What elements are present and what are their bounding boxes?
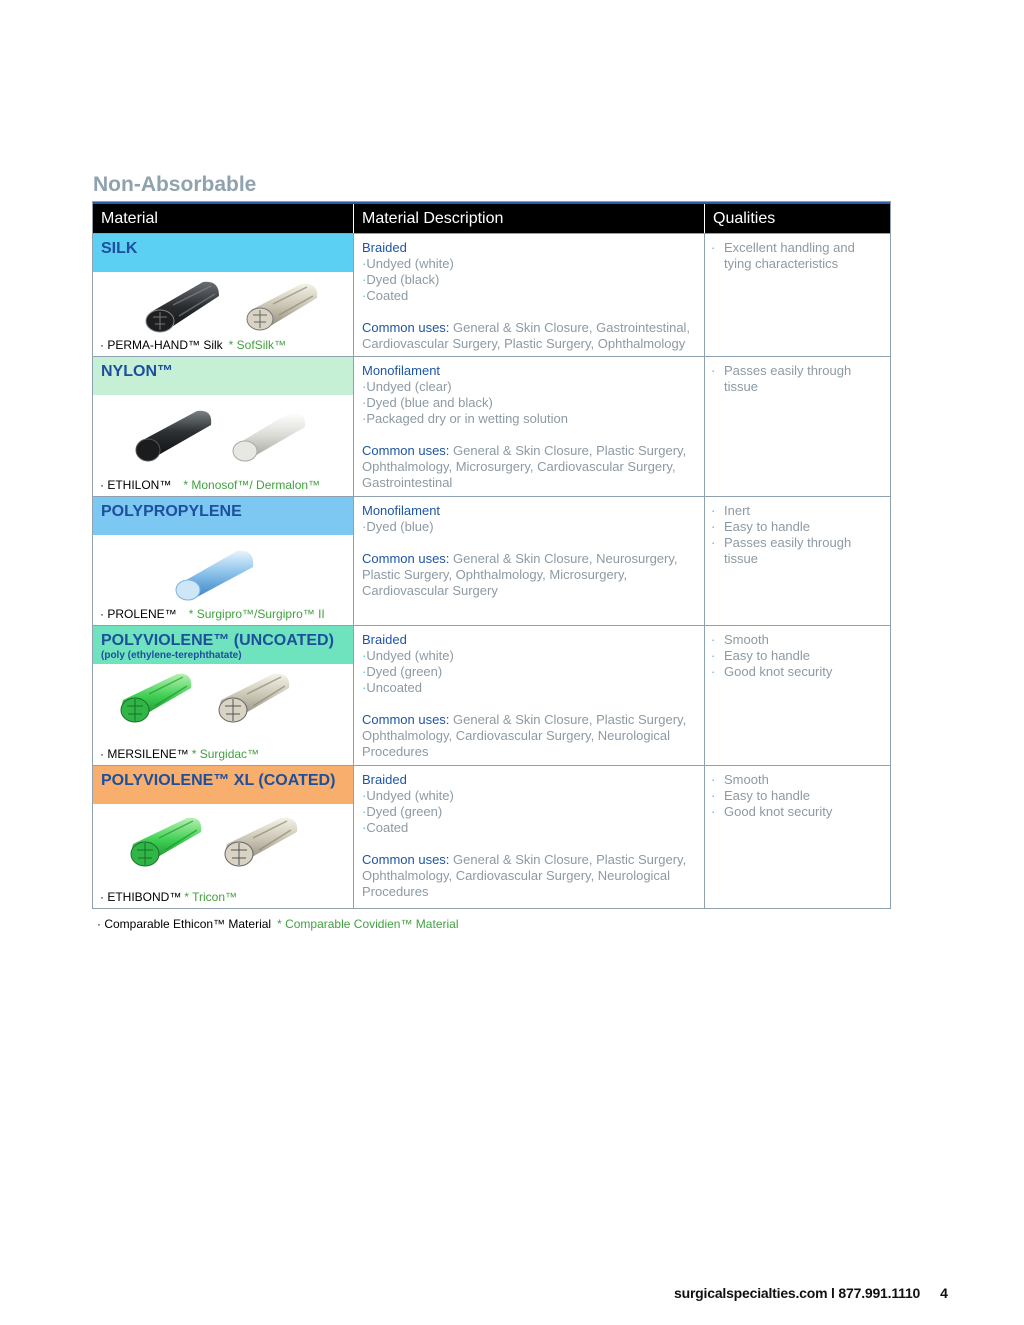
qualities-cell bbox=[705, 497, 890, 625]
variant-item: · Undyed (white) bbox=[362, 256, 696, 272]
variant-item: · Dyed (green) bbox=[362, 664, 696, 680]
table-row-polyviolene-uncoated bbox=[93, 625, 890, 765]
monofilament-black-suture-icon bbox=[136, 411, 211, 461]
construction-type: Braided bbox=[362, 240, 407, 255]
footer bbox=[674, 1285, 948, 1301]
construction-type: Monofilament bbox=[362, 363, 441, 378]
braided-white-suture-icon bbox=[225, 818, 297, 866]
material-name: POLYPROPYLENE bbox=[93, 497, 353, 535]
material-cell bbox=[93, 766, 354, 908]
table-header bbox=[93, 202, 890, 233]
description-cell bbox=[354, 766, 705, 908]
header-material: Material bbox=[93, 204, 354, 233]
table-row-polypropylene bbox=[93, 496, 890, 625]
variant-item: · Uncoated bbox=[362, 680, 696, 696]
quality-item: · Smooth bbox=[711, 632, 769, 647]
table-row-polyviolene-xl bbox=[93, 765, 890, 908]
common-uses: Common uses: General & Skin Closure, Plastic Surgery, Ophthalmology, Cardiovascular Surgery, Neurological Procedures bbox=[362, 852, 687, 899]
suture-image bbox=[93, 272, 353, 342]
quality-item: · Easy to handle bbox=[711, 788, 811, 803]
description-cell bbox=[354, 357, 705, 496]
description-cell bbox=[354, 626, 705, 765]
comparable-materials: · PERMA-HAND™ Silk * SofSilk™ bbox=[100, 338, 287, 352]
qualities-cell bbox=[705, 766, 890, 908]
variant-item: · Dyed (green) bbox=[362, 804, 696, 820]
variant-item: · Undyed (white) bbox=[362, 788, 696, 804]
table-row-nylon bbox=[93, 356, 890, 496]
legend bbox=[97, 917, 459, 931]
legend-ethicon: · Comparable Ethicon™ Material bbox=[97, 917, 272, 931]
construction-type: Braided bbox=[362, 772, 407, 787]
comparable-materials: · MERSILENE™ * Surgidac™ bbox=[100, 747, 260, 761]
material-cell bbox=[93, 234, 354, 356]
material-name: POLYVIOLENE™ XL (COATED) bbox=[93, 766, 353, 804]
legend-covidien: * Comparable Covidien™ Material bbox=[277, 917, 459, 931]
suture-image bbox=[93, 664, 353, 734]
footer-contact: surgicalspecialties.com l 877.991.1110 bbox=[674, 1285, 921, 1301]
quality-item: · Easy to handle bbox=[711, 648, 811, 663]
qualities-cell bbox=[705, 626, 890, 765]
comparable-materials: · ETHIBOND™ * Tricon™ bbox=[100, 890, 238, 904]
variant-item: · Coated bbox=[362, 820, 696, 836]
braided-white-suture-icon bbox=[247, 284, 317, 330]
section-title: Non-Absorbable bbox=[93, 173, 257, 196]
variant-item: · Dyed (blue and black) bbox=[362, 395, 696, 411]
material-cell bbox=[93, 357, 354, 496]
variant-item: · Dyed (black) bbox=[362, 272, 696, 288]
variant-item: · Dyed (blue) bbox=[362, 519, 696, 535]
variant-item: · Packaged dry or in wetting solution bbox=[362, 411, 696, 427]
common-uses: Common uses: General & Skin Closure, Gastrointestinal, Cardiovascular Surgery, Plastic Surgery, Ophthalmology bbox=[362, 320, 691, 351]
suture-image bbox=[93, 804, 353, 874]
quality-item: · Smooth bbox=[711, 772, 769, 787]
monofilament-blue-suture-icon bbox=[176, 551, 253, 600]
material-name: SILK bbox=[93, 234, 353, 272]
qualities-cell bbox=[705, 234, 890, 356]
common-uses: Common uses: General & Skin Closure, Plastic Surgery, Ophthalmology, Cardiovascular Surgery, Neurological Procedures bbox=[362, 712, 687, 759]
quality-item: · Excellent handling and tying characteristics bbox=[711, 240, 855, 271]
material-cell bbox=[93, 497, 354, 625]
description-cell bbox=[354, 497, 705, 625]
quality-item: · Inert bbox=[711, 503, 751, 518]
variant-item: · Coated bbox=[362, 288, 696, 304]
comparable-materials: · PROLENE™ * Surgipro™/Surgipro™ II bbox=[100, 607, 325, 621]
materials-table bbox=[92, 201, 891, 909]
page-number: 4 bbox=[940, 1285, 948, 1301]
variant-item: · Undyed (clear) bbox=[362, 379, 696, 395]
table-row-silk bbox=[93, 233, 890, 356]
braided-green-suture-icon bbox=[131, 818, 201, 866]
quality-item: · Good knot security bbox=[711, 664, 833, 679]
quality-item: · Easy to handle bbox=[711, 519, 811, 534]
construction-type: Monofilament bbox=[362, 503, 441, 518]
variant-item: · Undyed (white) bbox=[362, 648, 696, 664]
construction-type: Braided bbox=[362, 632, 407, 647]
qualities-cell bbox=[705, 357, 890, 496]
material-name: NYLON™ bbox=[93, 357, 353, 395]
common-uses: Common uses: General & Skin Closure, Neurosurgery, Plastic Surgery, Ophthalmology, Microsurgery, Cardiovascular Surgery bbox=[362, 551, 678, 598]
suture-image bbox=[93, 535, 353, 605]
monofilament-white-suture-icon bbox=[233, 413, 305, 461]
suture-image bbox=[93, 395, 353, 475]
quality-item: · Good knot security bbox=[711, 804, 833, 819]
header-qualities: Qualities bbox=[713, 210, 776, 227]
description-cell bbox=[354, 234, 705, 356]
quality-item: · Passes easily through tissue bbox=[711, 363, 852, 394]
material-name: POLYVIOLENE™ (UNCOATED) (poly (ethylene-terephthatate) bbox=[93, 626, 353, 664]
braided-black-suture-icon bbox=[146, 282, 219, 332]
braided-green-suture-icon bbox=[121, 674, 191, 722]
quality-item: · Passes easily through tissue bbox=[711, 535, 852, 566]
header-description: Material Description bbox=[354, 204, 705, 233]
common-uses: Common uses: General & Skin Closure, Plastic Surgery, Ophthalmology, Microsurgery, Cardiovascular Surgery, Gastrointestinal bbox=[362, 443, 687, 490]
material-cell bbox=[93, 626, 354, 765]
braided-white-suture-icon bbox=[219, 674, 289, 722]
comparable-materials: · ETHILON™ * Monosof™/ Dermalon™ bbox=[100, 478, 321, 492]
